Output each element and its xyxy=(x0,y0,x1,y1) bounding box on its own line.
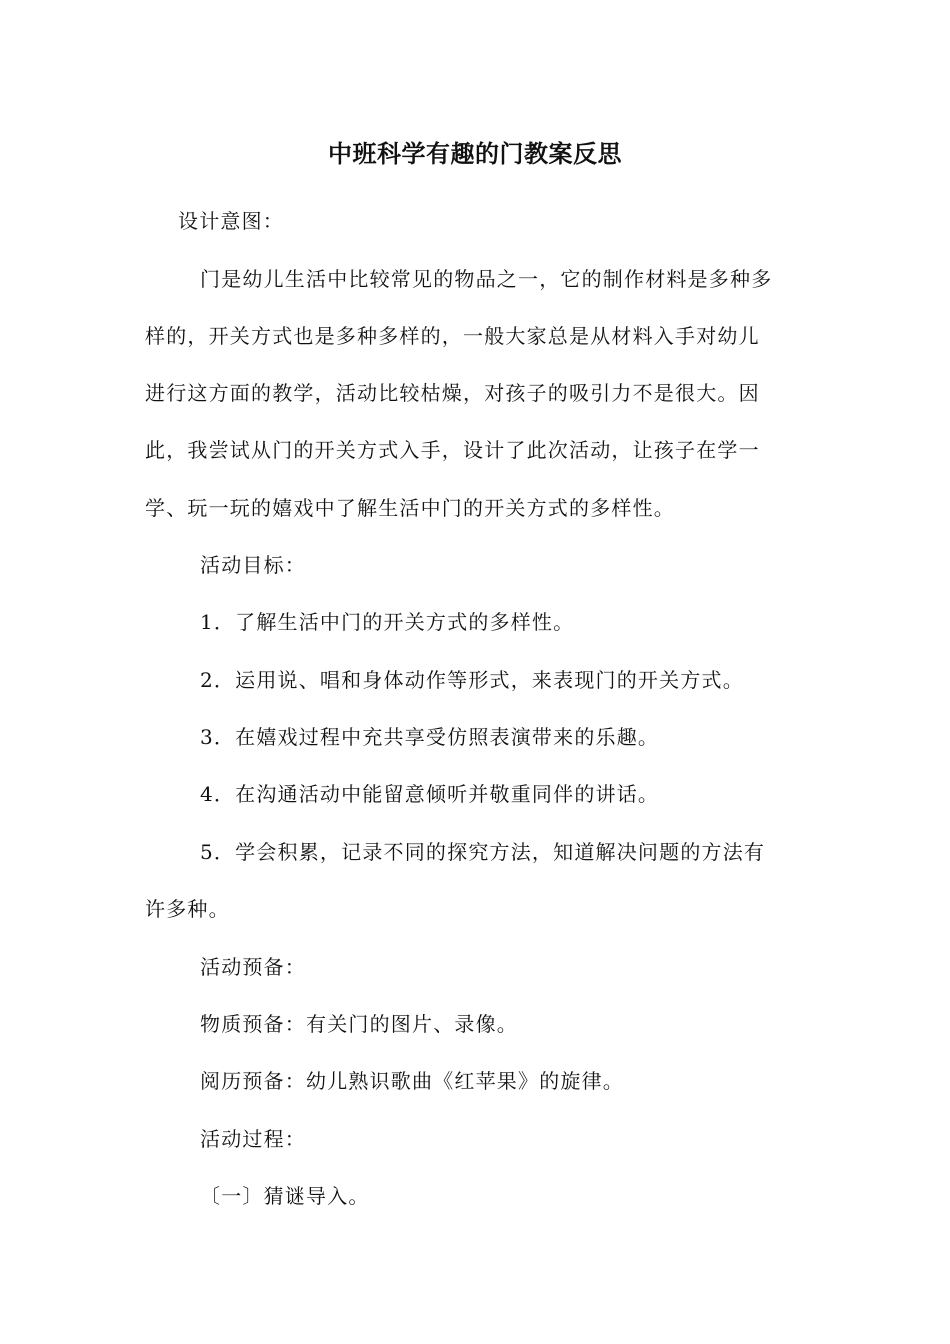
paragraph-line: 物质预备：有关门的图片、录像。 xyxy=(200,1012,518,1036)
paragraph-line: 样的，开关方式也是多种多样的，一般大家总是从材料入手对幼儿 xyxy=(145,324,760,348)
section-heading: 活动过程： xyxy=(200,1127,306,1151)
section-heading: 活动目标： xyxy=(200,553,306,577)
paragraph-line: 〔一〕猜谜导入。 xyxy=(200,1184,370,1208)
section-heading: 活动预备： xyxy=(200,955,306,979)
paragraph-line: 此，我尝试从门的开关方式入手，设计了此次活动，让孩子在学一 xyxy=(145,438,760,462)
list-item: 4．在沟通活动中能留意倾听并敬重同伴的讲话。 xyxy=(200,782,660,806)
paragraph-line: 进行这方面的教学，活动比较枯燥，对孩子的吸引力不是很大。因 xyxy=(145,381,760,405)
paragraph-line: 学、玩一玩的嬉戏中了解生活中门的开关方式的多样性。 xyxy=(145,496,675,520)
paragraph-line: 设计意图： xyxy=(178,209,284,233)
paragraph-line: 阅历预备：幼儿熟识歌曲《红苹果》的旋律。 xyxy=(200,1069,624,1093)
list-item: 2．运用说、唱和身体动作等形式，来表现门的开关方式。 xyxy=(200,668,744,692)
list-item-continuation: 许多种。 xyxy=(145,897,230,921)
document-title: 中班科学有趣的门教案反思 xyxy=(328,139,622,168)
paragraph-line: 门是幼儿生活中比较常见的物品之一，它的制作材料是多种多 xyxy=(200,267,773,291)
list-item: 1．了解生活中门的开关方式的多样性。 xyxy=(200,610,575,634)
list-item: 3．在嬉戏过程中充共享受仿照表演带来的乐趣。 xyxy=(200,725,660,749)
list-item: 5．学会积累，记录不同的探究方法，知道解决问题的方法有 xyxy=(200,840,766,864)
